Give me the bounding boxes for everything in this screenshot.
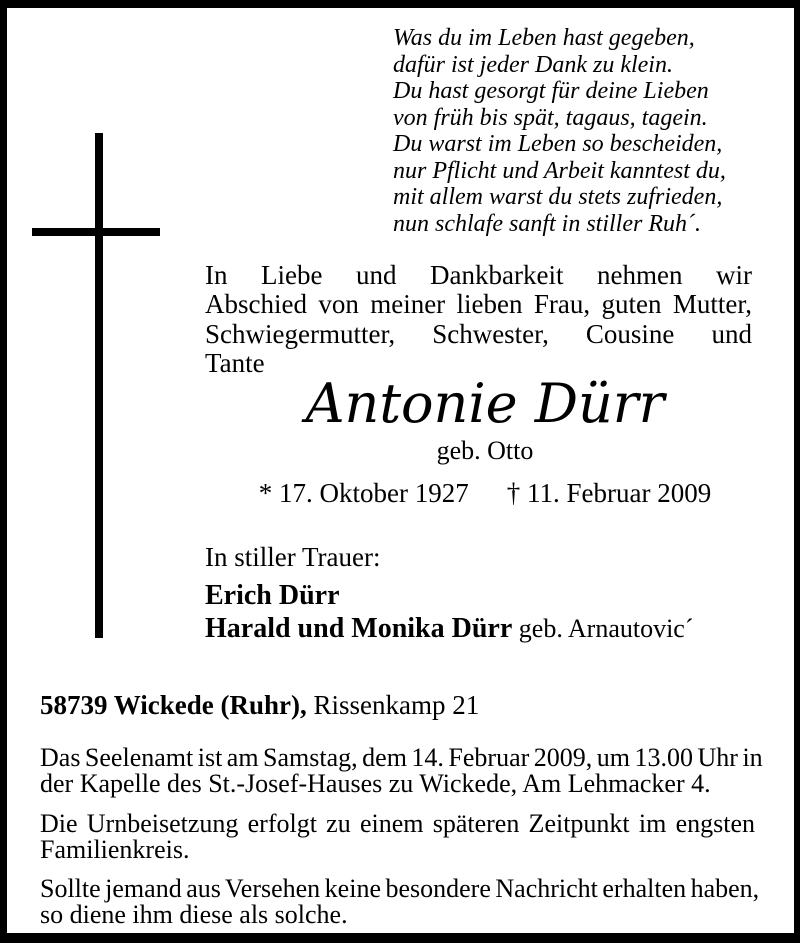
intro-paragraph — [205, 261, 752, 379]
mourner-name: Harald und Monika Dürr — [205, 613, 513, 644]
poem-line: von früh bis spät, tagaus, tagein. — [393, 104, 708, 131]
mourning-heading: In stiller Trauer: — [205, 542, 381, 572]
intro-line: In Liebe und Dankbarkeit nehmen wir — [205, 260, 752, 290]
scan-border-top — [0, 0, 800, 8]
address-line — [40, 692, 479, 719]
deceased-name: Antonie Dürr — [305, 372, 665, 435]
intro-line: Tante — [205, 348, 265, 379]
urn-line: Die Urnbeisetzung erfolgt zu einem späteren Zeitpunkt im engsten — [40, 809, 755, 838]
life-dates — [210, 480, 760, 507]
scan-border-right — [794, 0, 800, 943]
mourner-maiden-name: geb. Arnautovic´ — [512, 614, 694, 643]
cross-vertical-bar — [95, 133, 103, 638]
birth-date: * 17. Oktober 1927 — [258, 478, 469, 508]
poem-line: mit allem warst du stets zufrieden, — [393, 184, 723, 210]
service-line: Das Seelenamt ist am Samstag, dem 14. Februar 2009, um 13.00 Uhr in — [40, 743, 763, 772]
poem-line: Du hast gesorgt für deine Lieben — [393, 78, 709, 104]
intro-line: Abschied von meiner lieben Frau, guten Mutter, — [205, 289, 752, 320]
poem-line: nur Pflicht und Arbeit kanntest du, — [393, 157, 726, 184]
poem-line: Was du im Leben hast gegeben, — [393, 25, 695, 51]
urn-line: Familienkreis. — [40, 834, 190, 864]
urn-paragraph — [40, 811, 755, 862]
poem-line: dafür ist jeder Dank zu klein. — [393, 51, 673, 78]
mourner-name: Erich Dürr — [205, 580, 340, 611]
mourner-row — [205, 615, 694, 643]
closing-line: Sollte jemand aus Versehen keine besondere Nachricht erhalten haben, — [40, 874, 760, 903]
closing-paragraph — [40, 874, 760, 929]
memorial-poem — [393, 25, 773, 237]
scan-border-bottom — [0, 933, 800, 943]
scan-border-left — [0, 0, 7, 943]
service-paragraph — [40, 743, 763, 798]
cross-horizontal-bar — [32, 228, 160, 236]
postal-city: 58739 Wickede (Ruhr), — [40, 690, 307, 720]
maiden-name: geb. Otto — [436, 436, 534, 465]
street-address: Rissenkamp 21 — [306, 690, 480, 720]
death-date: † 11. Februar 2009 — [506, 478, 712, 508]
poem-line: Du warst im Leben so bescheiden, — [393, 131, 723, 157]
poem-line: nun schlafe sanft in stiller Ruh´. — [393, 210, 701, 237]
service-line: der Kapelle des St.-Josef-Hauses zu Wickede, Am Lehmacker 4. — [40, 768, 711, 798]
closing-line: so diene ihm diese als solche. — [40, 899, 348, 929]
intro-line: Schwiegermutter, Schwester, Cousine und — [205, 318, 752, 349]
